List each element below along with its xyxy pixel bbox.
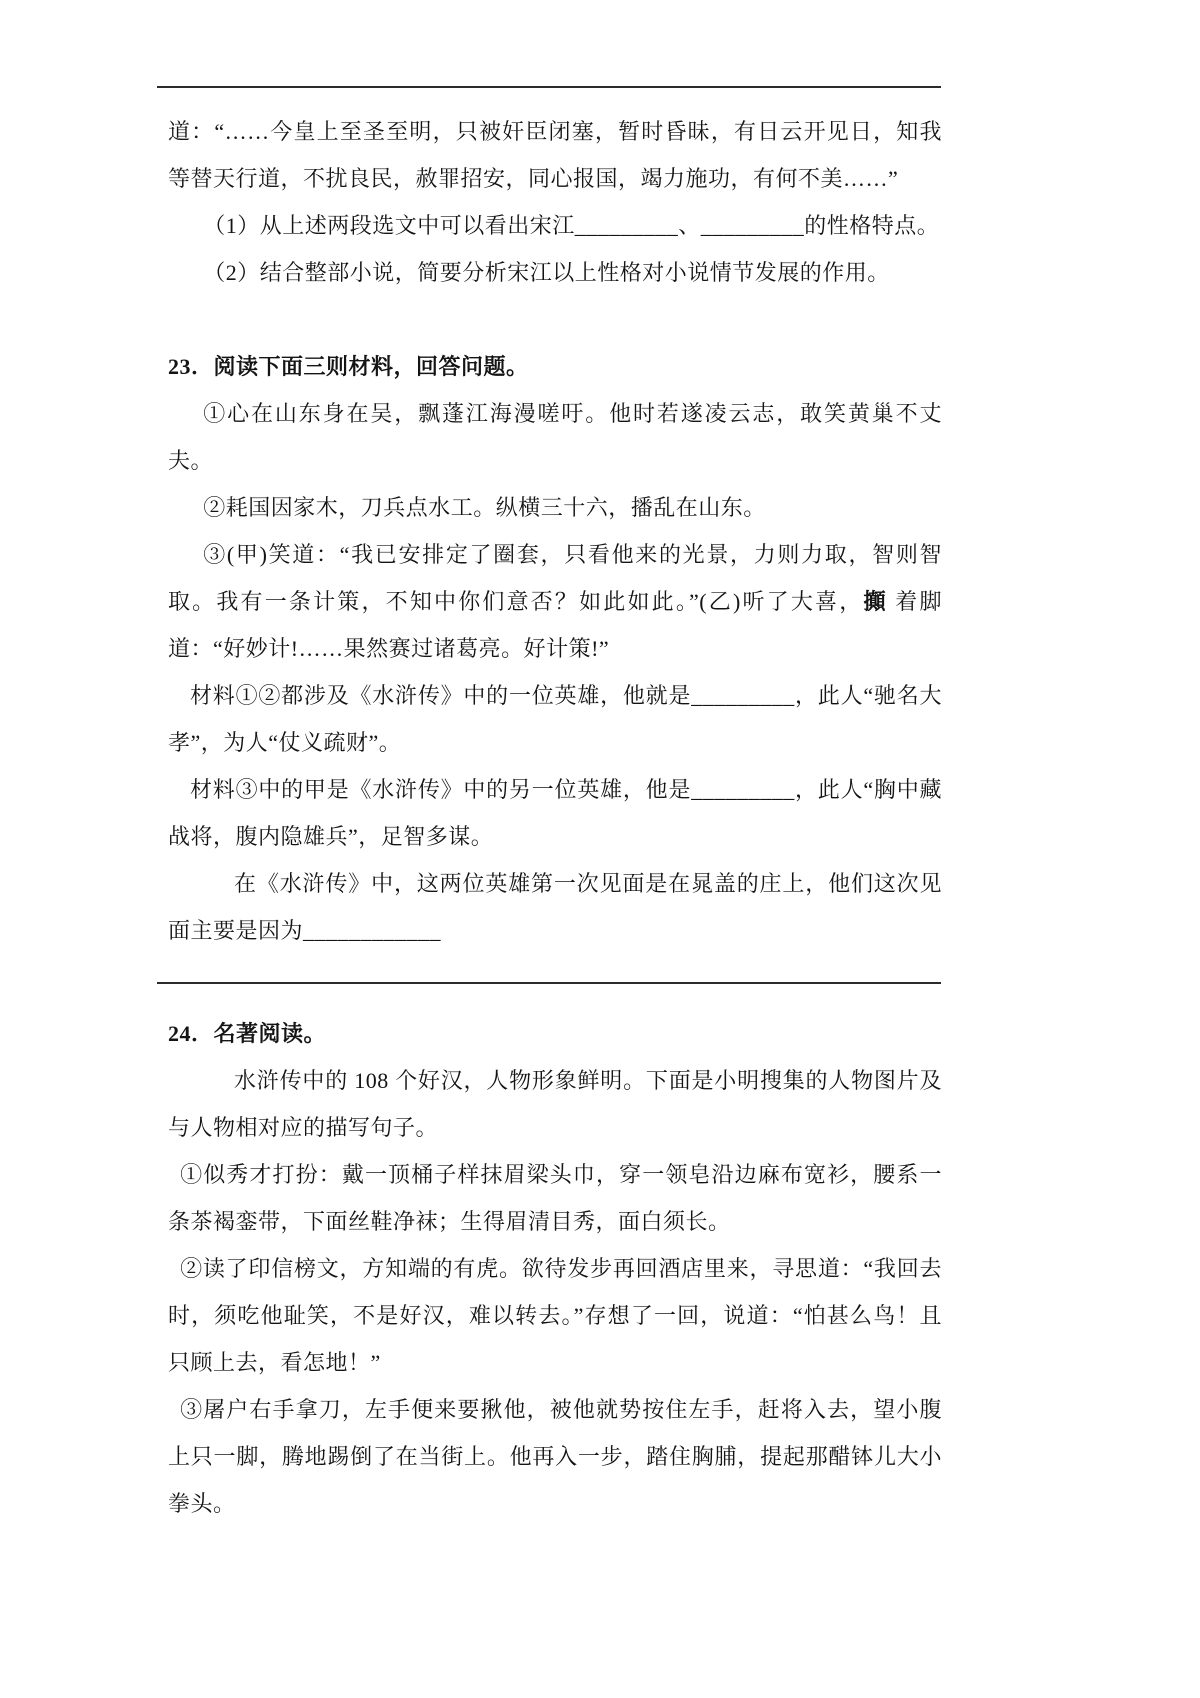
material-3-bold-char: 攧 <box>863 589 888 614</box>
question-23-meeting: 在《水浒传》中，这两位英雄第一次见面是在晁盖的庄上，他们这次见面主要是因为____________ <box>168 871 942 943</box>
question-24-heading <box>168 1010 942 1057</box>
sub-question-1: （1）从上述两段选文中可以看出宋江_________、_________的性格特点。 <box>203 213 940 238</box>
question-23-analysis-1: 材料①②都涉及《水浒传》中的一位英雄，他就是_________，此人“驰名大孝”，为人“仗义疏财”。 <box>168 683 942 755</box>
continuation-quote: 道：“……今皇上至圣至明，只被奸臣闭塞，暂时昏昧，有日云开见日，知我等替天行道，不扰良民，赦罪招安，同心报国，竭力施功，有何不美……” <box>168 119 942 191</box>
question-23-heading <box>168 343 942 390</box>
sub-question-2: （2）结合整部小说，简要分析宋江以上性格对小说情节发展的作用。 <box>203 260 890 285</box>
question-23-material-3 <box>168 531 942 672</box>
question-24-desc-1: ①似秀才打扮：戴一顶桶子样抹眉梁头巾，穿一领皂沿边麻布宽衫，腰系一条茶褐銮带，下面丝鞋净袜；生得眉清目秀，面白须长。 <box>168 1162 942 1234</box>
question-24-number: 24． <box>168 1021 214 1046</box>
material-3-text-post: 着脚道：“好妙计!……果然赛过诸葛亮。好计策!” <box>168 589 942 661</box>
section-divider <box>157 982 941 984</box>
question-23-material-1: ①心在山东身在吴，飘蓬江海漫嗟吁。他时若遂凌云志，敢笑黄巢不丈夫。 <box>168 401 942 473</box>
question-23-number: 23． <box>168 354 214 379</box>
question-24-desc-3: ③屠户右手拿刀，左手便来要揪他，被他就势按住左手，赶将入去，望小腹上只一脚，腾地踢倒了在当街上。他再入一步，踏住胸脯，提起那醋钵儿大小拳头。 <box>168 1397 942 1516</box>
material-3-text-pre: ③(甲)笑道：“我已安排定了圈套，只看他来的光景，力则力取，智则智取。我有一条计策，不知中你们意否？如此如此。”(乙)听了大喜， <box>168 542 942 614</box>
header-divider <box>157 86 941 88</box>
question-23-material-2: ②耗国因家木，刀兵点水工。纵横三十六，播乱在山东。 <box>203 495 766 520</box>
question-24-desc-2: ②读了印信榜文，方知端的有虎。欲待发步再回酒店里来，寻思道：“我回去时，须吃他耻笑，不是好汉，难以转去。”存想了一回，说道：“怕甚么鸟！且只顾上去，看怎地！” <box>168 1256 942 1375</box>
question-24-title: 名著阅读。 <box>213 1021 327 1046</box>
question-24-intro: 水浒传中的 108 个好汉，人物形象鲜明。下面是小明搜集的人物图片及与人物相对应的描写句子。 <box>168 1068 942 1140</box>
question-23-analysis-2: 材料③中的甲是《水浒传》中的另一位英雄，他是_________，此人“胸中藏战将，腹内隐雄兵”，足智多谋。 <box>168 777 942 849</box>
question-23-title: 阅读下面三则材料，回答问题。 <box>213 354 529 379</box>
